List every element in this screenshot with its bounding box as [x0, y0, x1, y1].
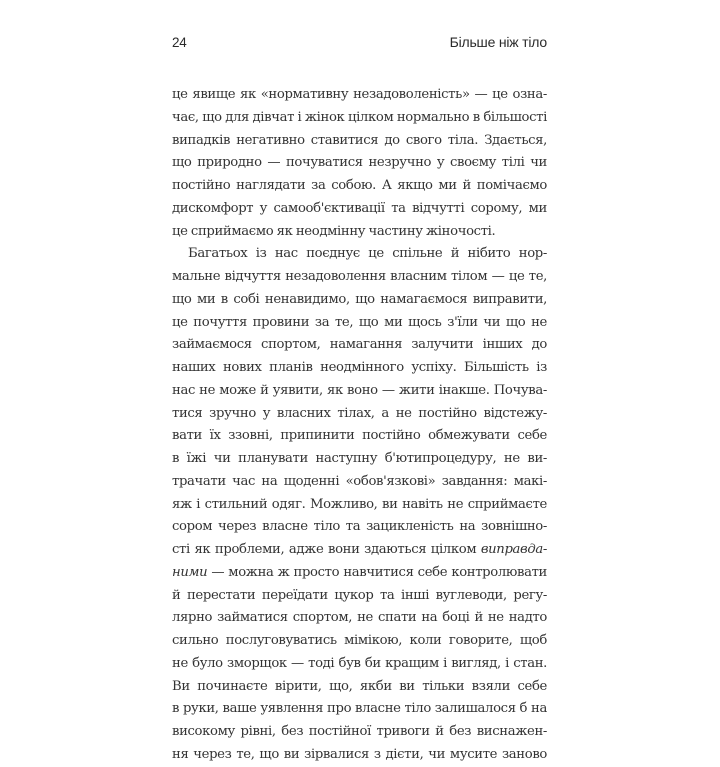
text-line-paragraph-end: це сприймаємо як неодмінну частину жіночості. — [172, 223, 496, 239]
text-line: не було зморщок — тоді був би кращим і вигляд, і стан. — [172, 655, 547, 671]
text-line: й перестати переїдати цукор та інші вуглеводи, регу- — [172, 587, 547, 603]
text-line — [172, 562, 547, 585]
text-line-paragraph-start: Багатьох із нас поєднує це спільне й нібито нор- — [188, 246, 547, 262]
text-line: яж і стильний одяг. Можливо, ви навіть не сприймаєте — [172, 496, 547, 512]
text-line: високому рівні, без постійної тривоги й без виснажен- — [172, 724, 547, 739]
text-line: ня через те, що ви зірвалися з дієти, чи мусите заново — [172, 746, 547, 762]
text-line: постійно наглядати за собою. А якщо ми й помічаємо — [172, 178, 547, 193]
text-line: дискомфорт у самооб'єктивації та відчутті сорому, ми — [172, 200, 547, 216]
text-line: в руки, ваше уявлення про власне тіло залишалося б на — [172, 701, 547, 717]
page-number: 24 — [172, 35, 187, 50]
text-line: займаємося спортом, намагання залучити інших до — [172, 337, 547, 353]
text-line: сором через власне тіло та зацикленість на зовнішно- — [172, 519, 547, 535]
text-line: чає, що для дівчат і жінок цілком нормально в більшості — [172, 109, 547, 125]
text-line: це явище як «нормативну незадоволеність» — це озна- — [172, 87, 547, 102]
text-segment: сті як проблеми, адже вони здаються цілком — [172, 542, 481, 557]
text-line: вати їх ззовні, припинити постійно обмежувати себе — [172, 428, 547, 444]
text-line: лярно займатися спортом, не спати на боці й не надто — [172, 610, 547, 626]
text-line: трачати час на щоденні «обов'язкові» завдання: макі- — [172, 473, 547, 489]
text-line — [172, 539, 547, 562]
body-text — [172, 84, 547, 767]
text-line: що природно — почуватися незручно у своєму тілі чи — [172, 155, 547, 171]
text-segment: — можна ж просто навчитися себе контролювати — [207, 564, 547, 580]
book-page — [172, 34, 547, 767]
text-line: випадків негативно ставитися до свого тіла. Здається, — [172, 132, 547, 148]
text-line: тися зручно у власних тілах, а не постійно відстежу- — [172, 405, 547, 421]
text-line: Ви починаєте вірити, що, якби ви тільки взяли себе — [172, 678, 547, 694]
italic-emphasis: виправда- — [480, 542, 547, 557]
text-line: що ми в собі ненавидимо, що намагаємося виправити, — [172, 291, 547, 307]
text-line: мальне відчуття незадоволення власним тілом — це те, — [172, 269, 547, 284]
text-line: сильно послуговуватись мімікою, коли говорите, щоб — [172, 633, 547, 648]
running-header — [172, 34, 547, 56]
text-line: нас не може й уявити, як воно — жити інакше. Почува- — [172, 382, 547, 398]
italic-emphasis: ними — [172, 564, 208, 580]
text-line: це почуття провини за те, що ми щось з'їли чи що не — [172, 314, 547, 330]
text-line: в їжі чи планувати наступну б'ютипроцедуру, не ви- — [172, 451, 547, 466]
running-title: Більше ніж тіло — [449, 34, 547, 50]
text-line: наших нових планів неодмінного успіху. Більшість із — [172, 360, 547, 375]
